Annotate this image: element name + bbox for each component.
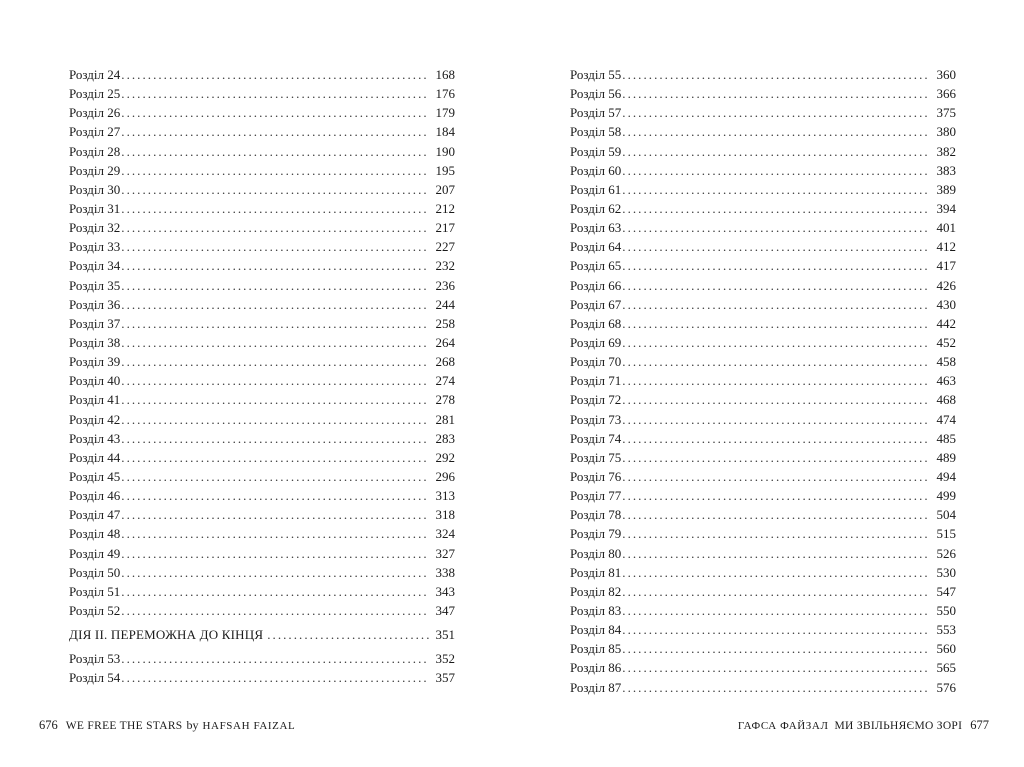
- leader-dots: [121, 486, 429, 505]
- toc-entry: [69, 467, 455, 486]
- leader-dots: [622, 544, 930, 563]
- leader-dots: [622, 352, 930, 371]
- right-page: [512, 0, 1024, 767]
- chapter-label: Розділ 61: [570, 181, 622, 197]
- chapter-label: Розділ 68: [570, 315, 622, 331]
- leader-dots: [622, 122, 930, 141]
- toc-entry: [570, 180, 956, 199]
- leader-dots: [121, 448, 429, 467]
- chapter-label: Розділ 30: [69, 181, 121, 197]
- chapter-label: Розділ 63: [570, 220, 622, 236]
- chapter-label: Розділ 72: [570, 392, 622, 408]
- leader-dots: [121, 180, 429, 199]
- chapter-label: Розділ 64: [570, 239, 622, 255]
- toc-entries-left-b: [69, 649, 455, 687]
- leader-dots: [121, 218, 429, 237]
- toc-entry: [69, 180, 455, 199]
- chapter-page-number: 274: [435, 373, 455, 389]
- toc-entry: [570, 103, 956, 122]
- chapter-label: Розділ 76: [570, 468, 622, 484]
- toc-entry: [570, 122, 956, 141]
- chapter-label: Розділ 78: [570, 507, 622, 523]
- chapter-label: Розділ 66: [570, 277, 622, 293]
- toc-list-right: [570, 65, 956, 697]
- chapter-label: Розділ 50: [69, 564, 121, 580]
- leader-dots: [622, 658, 930, 677]
- toc-entry: [570, 563, 956, 582]
- toc-entry: [570, 237, 956, 256]
- leader-dots: [121, 467, 429, 486]
- toc-entry: [69, 103, 455, 122]
- chapter-page-number: 278: [435, 392, 455, 408]
- toc-entry: [570, 620, 956, 639]
- toc-entries-left-a: [69, 65, 455, 620]
- chapter-label: Розділ 62: [570, 200, 622, 216]
- toc-entry: [570, 429, 956, 448]
- chapter-label: Розділ 38: [69, 334, 121, 350]
- leader-dots: [121, 371, 429, 390]
- chapter-label: Розділ 24: [69, 67, 121, 82]
- chapter-label: Розділ 59: [570, 143, 622, 159]
- chapter-label: Розділ 73: [570, 411, 622, 427]
- toc-entry: [570, 84, 956, 103]
- page-number: 676: [39, 718, 58, 732]
- chapter-label: Розділ 31: [69, 200, 121, 216]
- leader-dots: [622, 582, 930, 601]
- leader-dots: [121, 333, 429, 352]
- chapter-label: Розділ 48: [69, 526, 121, 542]
- chapter-label: Розділ 74: [570, 430, 622, 446]
- running-footer-right: [738, 718, 989, 733]
- toc-entry: [570, 256, 956, 275]
- leader-dots: [622, 180, 930, 199]
- toc-entry: [570, 314, 956, 333]
- toc-entry: [570, 276, 956, 295]
- chapter-label: Розділ 65: [570, 258, 622, 274]
- chapter-label: Розділ 80: [570, 545, 622, 561]
- chapter-page-number: 380: [936, 124, 956, 140]
- toc-entry: [69, 601, 455, 620]
- chapter-page-number: 212: [435, 200, 455, 216]
- chapter-label: Розділ 85: [570, 641, 622, 657]
- leader-dots: [121, 649, 429, 668]
- toc-entry: [570, 333, 956, 352]
- chapter-page-number: 401: [936, 220, 956, 236]
- leader-dots: [622, 639, 930, 658]
- leader-dots: [622, 601, 930, 620]
- chapter-page-number: 526: [936, 545, 956, 561]
- chapter-label: Розділ 26: [69, 105, 121, 121]
- chapter-page-number: 281: [435, 411, 455, 427]
- leader-dots: [121, 295, 429, 314]
- chapter-label: Розділ 71: [570, 373, 622, 389]
- chapter-page-number: 227: [435, 239, 455, 255]
- leader-dots: [121, 256, 429, 275]
- leader-dots: [121, 161, 429, 180]
- toc-entry: [570, 601, 956, 620]
- chapter-page-number: 383: [936, 162, 956, 178]
- toc-entry: [570, 486, 956, 505]
- leader-dots: [121, 84, 429, 103]
- toc-entry: [69, 142, 455, 161]
- chapter-label: Розділ 36: [69, 296, 121, 312]
- chapter-label: Розділ 52: [69, 602, 121, 618]
- chapter-label: Розділ 87: [570, 679, 622, 695]
- chapter-label: Розділ 35: [69, 277, 121, 293]
- chapter-page-number: 232: [435, 258, 455, 274]
- chapter-label: Розділ 82: [570, 583, 622, 599]
- chapter-page-number: 485: [936, 430, 956, 446]
- leader-dots: [267, 625, 429, 645]
- chapter-label: Розділ 41: [69, 392, 121, 408]
- toc-entry: [69, 582, 455, 601]
- chapter-label: Розділ 83: [570, 602, 622, 618]
- chapter-label: Розділ 44: [69, 449, 121, 465]
- chapter-page-number: 426: [936, 277, 956, 293]
- chapter-label: Розділ 40: [69, 373, 121, 389]
- chapter-page-number: 195: [435, 162, 455, 178]
- chapter-page-number: 489: [936, 449, 956, 465]
- chapter-label: Розділ 67: [570, 296, 622, 312]
- chapter-label: Розділ 60: [570, 162, 622, 178]
- toc-entry: [570, 218, 956, 237]
- chapter-label: Розділ 57: [570, 105, 622, 121]
- chapter-page-number: 576: [936, 679, 956, 695]
- toc-entry: [570, 352, 956, 371]
- toc-entry: [69, 237, 455, 256]
- chapter-page-number: 236: [435, 277, 455, 293]
- footer-author: ГАФСА ФАЙЗАЛ: [737, 720, 829, 732]
- chapter-page-number: 560: [936, 641, 956, 657]
- chapter-label: Розділ 25: [69, 86, 121, 102]
- chapter-page-number: 366: [936, 86, 956, 102]
- toc-entry: [69, 65, 455, 84]
- chapter-label: Розділ 28: [69, 143, 121, 159]
- chapter-page-number: 179: [435, 105, 455, 121]
- chapter-label: Розділ 77: [570, 488, 622, 504]
- chapter-page-number: 515: [936, 526, 956, 542]
- leader-dots: [121, 103, 429, 122]
- chapter-page-number: 463: [936, 373, 956, 389]
- chapter-label: Розділ 46: [69, 488, 121, 504]
- chapter-label: Розділ 53: [69, 651, 121, 667]
- chapter-page-number: 430: [936, 296, 956, 312]
- chapter-label: Розділ 69: [570, 334, 622, 350]
- leader-dots: [622, 199, 930, 218]
- chapter-page-number: 499: [936, 488, 956, 504]
- chapter-page-number: 184: [435, 124, 455, 140]
- leader-dots: [622, 448, 930, 467]
- chapter-label: Розділ 37: [69, 315, 121, 331]
- leader-dots: [622, 678, 930, 697]
- toc-entry: [69, 333, 455, 352]
- toc-entry: [570, 295, 956, 314]
- leader-dots: [622, 237, 930, 256]
- chapter-page-number: 360: [936, 67, 956, 82]
- leader-dots: [121, 65, 429, 84]
- toc-entry: [570, 467, 956, 486]
- leader-dots: [622, 410, 930, 429]
- leader-dots: [622, 390, 930, 409]
- chapter-page-number: 504: [936, 507, 956, 523]
- toc-entry: [69, 649, 455, 668]
- chapter-label: Розділ 29: [69, 162, 121, 178]
- leader-dots: [121, 544, 429, 563]
- toc-entries-right: [570, 65, 956, 697]
- toc-entry: [69, 371, 455, 390]
- toc-entry: [570, 544, 956, 563]
- chapter-page-number: 258: [435, 315, 455, 331]
- footer-by: by: [186, 718, 199, 732]
- chapter-page-number: 547: [936, 583, 956, 599]
- leader-dots: [622, 524, 930, 543]
- toc-entry: [69, 352, 455, 371]
- part-heading-label: ДІЯ ІІ. ПЕРЕМОЖНА ДО КІНЦЯ: [69, 627, 264, 643]
- leader-dots: [622, 333, 930, 352]
- toc-entry: [570, 142, 956, 161]
- leader-dots: [622, 314, 930, 333]
- leader-dots: [622, 295, 930, 314]
- toc-entry: [570, 639, 956, 658]
- toc-entry: [570, 161, 956, 180]
- leader-dots: [121, 429, 429, 448]
- leader-dots: [121, 314, 429, 333]
- chapter-page-number: 264: [435, 334, 455, 350]
- toc-entry: [69, 524, 455, 543]
- toc-entry: [570, 524, 956, 543]
- chapter-label: Розділ 39: [69, 354, 121, 370]
- toc-entry: [69, 429, 455, 448]
- chapter-label: Розділ 84: [570, 622, 622, 638]
- leader-dots: [121, 276, 429, 295]
- chapter-page-number: 327: [435, 545, 455, 561]
- chapter-label: Розділ 51: [69, 583, 121, 599]
- chapter-label: Розділ 58: [570, 124, 622, 140]
- toc-entry: [570, 410, 956, 429]
- chapter-label: Розділ 86: [570, 660, 622, 676]
- chapter-page-number: 452: [936, 334, 956, 350]
- leader-dots: [622, 256, 930, 275]
- toc-entry: [570, 678, 956, 697]
- toc-entry: [570, 390, 956, 409]
- chapter-page-number: 412: [936, 239, 956, 255]
- toc-entry: [69, 410, 455, 429]
- chapter-page-number: 176: [435, 86, 455, 102]
- chapter-page-number: 565: [936, 660, 956, 676]
- chapter-page-number: 474: [936, 411, 956, 427]
- toc-entry: [69, 256, 455, 275]
- chapter-page-number: 244: [435, 296, 455, 312]
- chapter-label: Розділ 43: [69, 430, 121, 446]
- chapter-label: Розділ 33: [69, 239, 121, 255]
- toc-entry: [69, 486, 455, 505]
- toc-entry: [69, 314, 455, 333]
- chapter-page-number: 394: [936, 200, 956, 216]
- chapter-page-number: 352: [435, 651, 455, 667]
- chapter-page-number: 553: [936, 622, 956, 638]
- leader-dots: [121, 122, 429, 141]
- footer-book-title: WE FREE THE STARS: [65, 720, 183, 732]
- chapter-page-number: 468: [936, 392, 956, 408]
- toc-entry: [69, 505, 455, 524]
- chapter-page-number: 318: [435, 507, 455, 523]
- chapter-label: Розділ 70: [570, 354, 622, 370]
- leader-dots: [622, 103, 930, 122]
- toc-part-heading: [69, 625, 455, 645]
- leader-dots: [121, 524, 429, 543]
- toc-entry: [570, 658, 956, 677]
- chapter-page-number: 324: [435, 526, 455, 542]
- toc-entry: [570, 582, 956, 601]
- footer-book-title: МИ ЗВІЛЬНЯЄМО ЗОРІ: [834, 720, 963, 732]
- chapter-page-number: 343: [435, 583, 455, 599]
- chapter-page-number: 375: [936, 105, 956, 121]
- leader-dots: [622, 467, 930, 486]
- leader-dots: [121, 505, 429, 524]
- toc-entry: [570, 448, 956, 467]
- leader-dots: [121, 582, 429, 601]
- toc-entry: [69, 199, 455, 218]
- leader-dots: [622, 142, 930, 161]
- leader-dots: [622, 620, 930, 639]
- chapter-label: Розділ 45: [69, 468, 121, 484]
- toc-entry: [69, 161, 455, 180]
- toc-list-left: [69, 65, 455, 687]
- chapter-page-number: 338: [435, 564, 455, 580]
- toc-entry: [69, 218, 455, 237]
- leader-dots: [121, 142, 429, 161]
- leader-dots: [622, 218, 930, 237]
- leader-dots: [622, 65, 930, 84]
- leader-dots: [121, 237, 429, 256]
- leader-dots: [121, 563, 429, 582]
- toc-entry: [69, 276, 455, 295]
- leader-dots: [622, 505, 930, 524]
- toc-entry: [69, 390, 455, 409]
- part-heading-page: 351: [435, 627, 455, 643]
- toc-entry: [69, 84, 455, 103]
- leader-dots: [622, 486, 930, 505]
- toc-entry: [69, 448, 455, 467]
- chapter-label: Розділ 79: [570, 526, 622, 542]
- toc-entry: [69, 295, 455, 314]
- toc-entry: [570, 199, 956, 218]
- chapter-label: Розділ 42: [69, 411, 121, 427]
- toc-entry: [570, 371, 956, 390]
- chapter-page-number: 217: [435, 220, 455, 236]
- chapter-label: Розділ 56: [570, 86, 622, 102]
- leader-dots: [121, 601, 429, 620]
- chapter-label: Розділ 32: [69, 220, 121, 236]
- chapter-label: Розділ 54: [69, 670, 121, 686]
- leader-dots: [622, 429, 930, 448]
- toc-entry: [69, 122, 455, 141]
- chapter-page-number: 296: [435, 468, 455, 484]
- leader-dots: [121, 668, 429, 687]
- leader-dots: [121, 410, 429, 429]
- chapter-label: Розділ 34: [69, 258, 121, 274]
- chapter-page-number: 494: [936, 468, 956, 484]
- chapter-label: Розділ 81: [570, 564, 622, 580]
- chapter-page-number: 268: [435, 354, 455, 370]
- chapter-page-number: 347: [435, 602, 455, 618]
- chapter-page-number: 313: [435, 488, 455, 504]
- toc-entry: [570, 65, 956, 84]
- leader-dots: [622, 84, 930, 103]
- chapter-page-number: 283: [435, 430, 455, 446]
- leader-dots: [121, 352, 429, 371]
- toc-entry: [570, 505, 956, 524]
- footer-author: HAFSAH FAIZAL: [202, 720, 296, 732]
- leader-dots: [622, 563, 930, 582]
- chapter-label: Розділ 49: [69, 545, 121, 561]
- chapter-page-number: 357: [435, 670, 455, 686]
- chapter-page-number: 550: [936, 602, 956, 618]
- toc-entry: [69, 563, 455, 582]
- leader-dots: [622, 161, 930, 180]
- chapter-page-number: 442: [936, 315, 956, 331]
- chapter-page-number: 292: [435, 449, 455, 465]
- page-number: 677: [970, 718, 989, 732]
- leader-dots: [622, 371, 930, 390]
- chapter-label: Розділ 55: [570, 67, 622, 82]
- toc-entry: [69, 668, 455, 687]
- toc-entry: [69, 544, 455, 563]
- chapter-page-number: 417: [936, 258, 956, 274]
- running-footer-left: [39, 718, 295, 733]
- chapter-label: Розділ 75: [570, 449, 622, 465]
- leader-dots: [121, 199, 429, 218]
- chapter-page-number: 389: [936, 181, 956, 197]
- chapter-page-number: 190: [435, 143, 455, 159]
- leader-dots: [622, 276, 930, 295]
- chapter-page-number: 458: [936, 354, 956, 370]
- chapter-page-number: 382: [936, 143, 956, 159]
- leader-dots: [121, 390, 429, 409]
- chapter-label: Розділ 27: [69, 124, 121, 140]
- chapter-label: Розділ 47: [69, 507, 121, 523]
- chapter-page-number: 207: [435, 181, 455, 197]
- chapter-page-number: 168: [435, 67, 455, 82]
- chapter-page-number: 530: [936, 564, 956, 580]
